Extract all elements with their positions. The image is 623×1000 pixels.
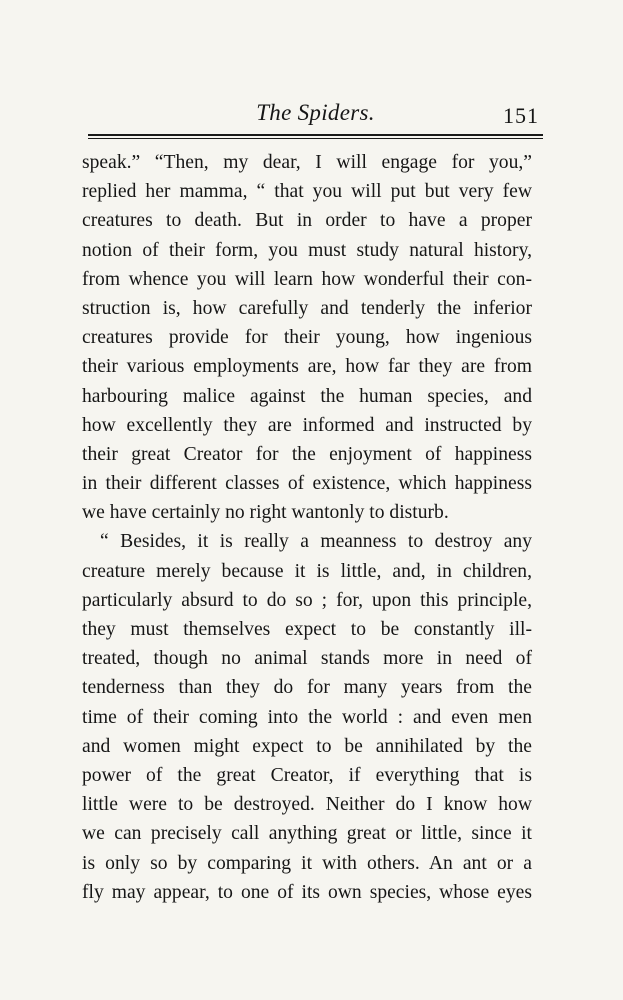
text-line: they must themselves expect to be constantly ill-	[82, 619, 532, 640]
text-line: replied her mamma, “ that you will put but very few	[82, 181, 532, 203]
text-line: we can precisely call anything great or little, since it	[82, 823, 532, 845]
text-line: fly may appear, to one of its own species, whose eyes	[82, 881, 532, 903]
text-line: particularly absurd to do so ; for, upon this principle,	[82, 589, 532, 611]
text-line: “ Besides, it is really a meanness to destroy any	[100, 531, 532, 553]
text-line: creatures to death. But in order to have a proper	[82, 210, 532, 232]
text-line: their great Creator for the enjoyment of happiness	[82, 443, 532, 465]
text-line: from whence you will learn how wonderful their con-	[82, 268, 532, 290]
text-line: speak.” “Then, my dear, I will engage for you,”	[82, 152, 532, 173]
text-line: creatures provide for their young, how ingenious	[82, 327, 532, 349]
header-rule	[88, 134, 543, 136]
text-line: how excellently they are informed and instructed by	[82, 414, 532, 436]
text-line: notion of their form, you must study natural history,	[82, 239, 532, 261]
text-line: creature merely because it is little, and, in children,	[82, 560, 532, 582]
body-text	[82, 148, 532, 907]
text-line: and women might expect to be annihilated by the	[82, 735, 532, 757]
text-line: harbouring malice against the human species, and	[82, 385, 532, 407]
text-line: treated, though no animal stands more in need of	[82, 648, 532, 670]
text-line: their various employments are, how far they are from	[82, 356, 532, 378]
page-number: 151	[503, 103, 539, 128]
text-line: is only so by comparing it with others. An ant or a	[82, 852, 532, 874]
text-line: time of their coming into the world : and even men	[82, 706, 532, 728]
header-rule-thin	[88, 138, 543, 139]
text-line: little were to be destroyed. Neither do I know how	[82, 794, 532, 816]
page-header	[88, 100, 543, 134]
text-line: power of the great Creator, if everything that is	[82, 764, 532, 786]
text-line: struction is, how carefully and tenderly the inferior	[82, 297, 532, 319]
text-line: tenderness than they do for many years from the	[82, 677, 532, 699]
text-line: we have certainly no right wantonly to disturb.	[82, 502, 449, 524]
text-line: in their different classes of existence, which happiness	[82, 473, 532, 495]
running-title: The Spiders.	[256, 100, 375, 125]
